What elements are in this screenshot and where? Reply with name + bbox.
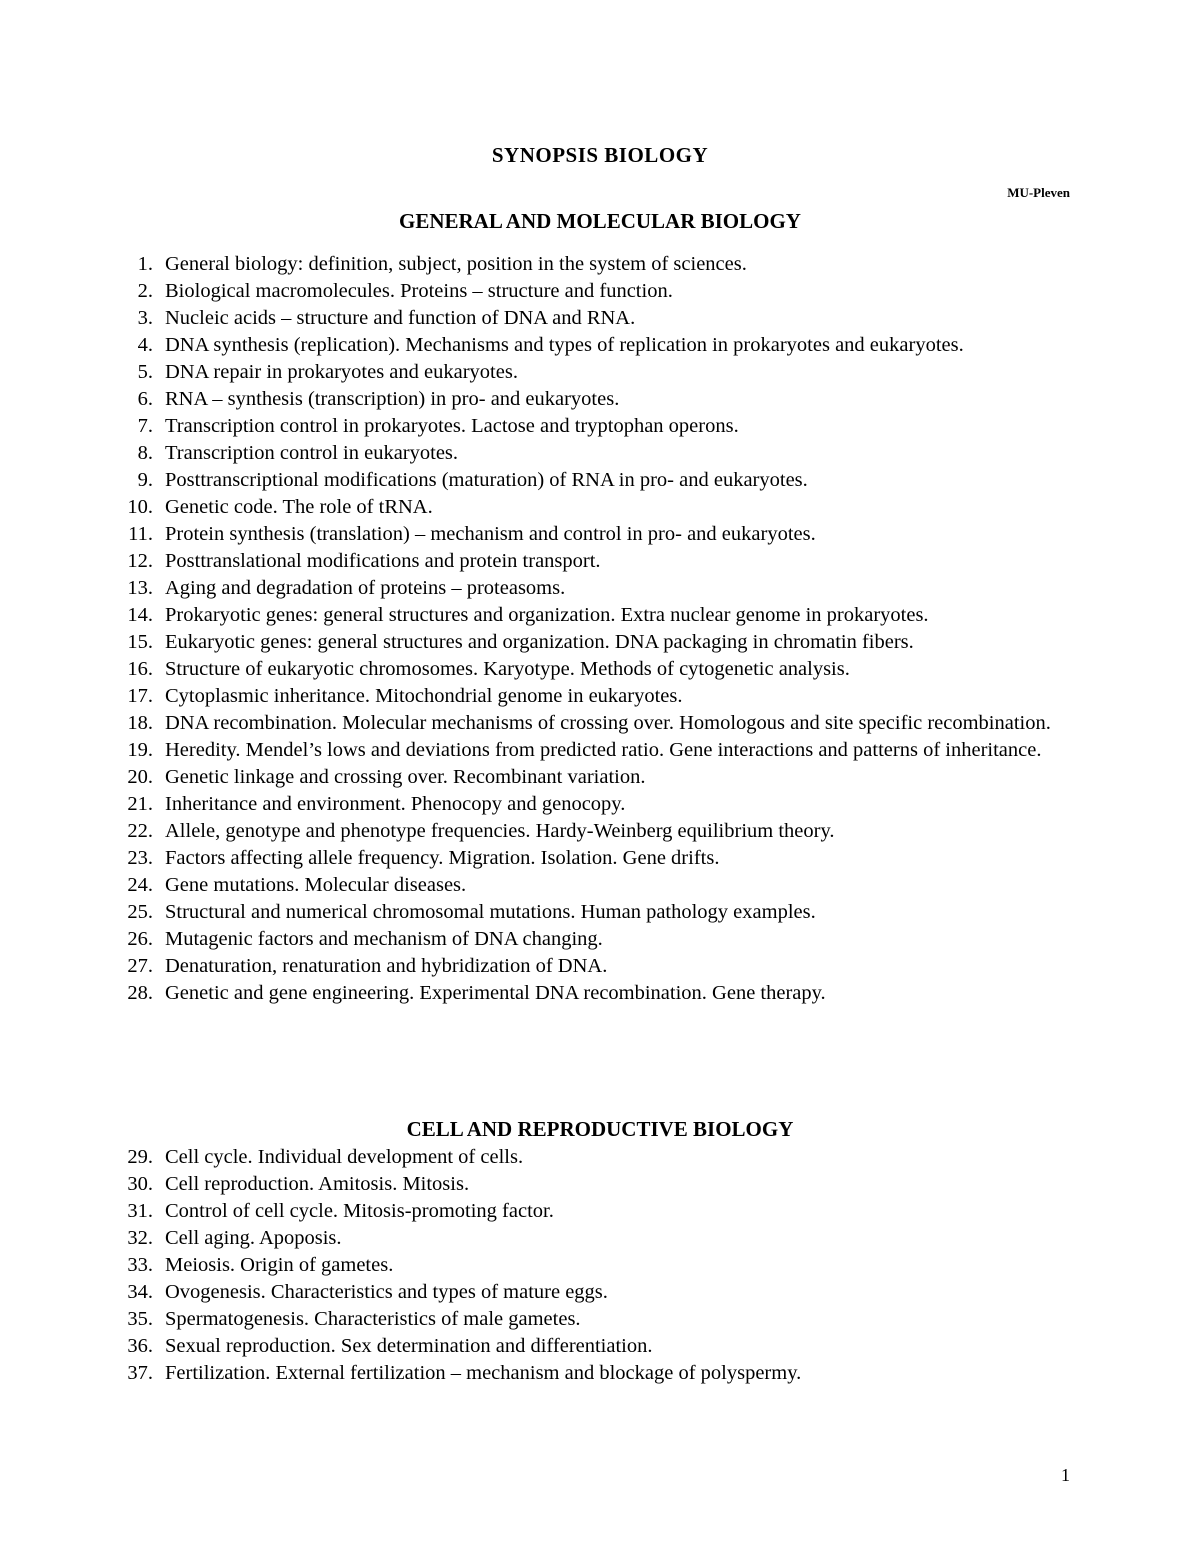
list-item-number: 19. — [127, 739, 153, 761]
list-item-number: 1. — [137, 253, 153, 275]
list-item — [0, 845, 1200, 872]
list-item — [0, 305, 1200, 332]
list-item-number: 31. — [127, 1200, 153, 1222]
list-item — [0, 926, 1200, 953]
list-item — [0, 494, 1200, 521]
list-item — [0, 1198, 1200, 1225]
list-item-text: Transcription control in prokaryotes. Lactose and tryptophan operons. — [165, 415, 739, 437]
list-item-text: Meiosis. Origin of gametes. — [165, 1254, 394, 1276]
list-item-text: Ovogenesis. Characteristics and types of mature eggs. — [165, 1281, 608, 1303]
list-item-number: 10. — [127, 496, 153, 518]
list-item-number: 2. — [137, 280, 153, 302]
section-heading-cell-reproductive: CELL AND REPRODUCTIVE BIOLOGY — [406, 1117, 794, 1141]
list-item-number: 15. — [127, 631, 153, 653]
list-item-number: 11. — [128, 523, 153, 545]
list-item — [0, 710, 1200, 737]
list-item-number: 26. — [127, 928, 153, 950]
list-item-number: 32. — [127, 1227, 153, 1249]
list-item — [0, 1225, 1200, 1252]
list-item-number: 23. — [127, 847, 153, 869]
list-item-text: Genetic and gene engineering. Experimental DNA recombination. Gene therapy. — [165, 982, 826, 1004]
list-item-number: 35. — [127, 1308, 153, 1330]
list-item-number: 37. — [127, 1362, 153, 1384]
list-item-text: Prokaryotic genes: general structures and organization. Extra nuclear genome in prokaryotes. — [165, 604, 929, 626]
list-item — [0, 953, 1200, 980]
list-item-number: 36. — [127, 1335, 153, 1357]
list-item-text: Heredity. Mendel’s lows and deviations from predicted ratio. Gene interactions and patterns of inheritance. — [165, 739, 1042, 761]
list-item-text: Cytoplasmic inheritance. Mitochondrial genome in eukaryotes. — [165, 685, 683, 707]
list-item-text: Structural and numerical chromosomal mutations. Human pathology examples. — [165, 901, 816, 923]
list-item-text: Inheritance and environment. Phenocopy and genocopy. — [165, 793, 626, 815]
list-item-text: Cell cycle. Individual development of cells. — [165, 1146, 524, 1168]
list-item — [0, 899, 1200, 926]
organization-label: MU-Pleven — [1007, 185, 1070, 200]
list-item-text: DNA synthesis (replication). Mechanisms and types of replication in prokaryotes and eukaryotes. — [165, 334, 964, 356]
list-item-text: Eukaryotic genes: general structures and organization. DNA packaging in chromatin fibers. — [165, 631, 914, 653]
list-item-number: 20. — [127, 766, 153, 788]
list-item — [0, 467, 1200, 494]
list-item-text: General biology: definition, subject, position in the system of sciences. — [165, 253, 747, 275]
list-item-text: Nucleic acids – structure and function of DNA and RNA. — [165, 307, 636, 329]
list-item-text: Mutagenic factors and mechanism of DNA changing. — [165, 928, 603, 950]
list-item-text: Structure of eukaryotic chromosomes. Karyotype. Methods of cytogenetic analysis. — [165, 658, 850, 680]
list-item-number: 34. — [127, 1281, 153, 1303]
list-item — [0, 1279, 1200, 1306]
list-item-number: 17. — [127, 685, 153, 707]
list-item — [0, 683, 1200, 710]
list-item-text: Protein synthesis (translation) – mechanism and control in pro- and eukaryotes. — [165, 523, 816, 545]
list-item — [0, 980, 1200, 1007]
list-item-number: 28. — [127, 982, 153, 1004]
list-item-number: 13. — [127, 577, 153, 599]
list-item-number: 16. — [127, 658, 153, 680]
list-item — [0, 764, 1200, 791]
list-item-number: 5. — [137, 361, 153, 383]
list-item-text: DNA recombination. Molecular mechanisms of crossing over. Homologous and site specific recombination. — [165, 712, 1051, 734]
list-item-number: 21. — [127, 793, 153, 815]
list-item-text: Biological macromolecules. Proteins – structure and function. — [165, 280, 673, 302]
list-item-text: Transcription control in eukaryotes. — [165, 442, 459, 464]
list-item-number: 14. — [127, 604, 153, 626]
list-item-text: Cell aging. Apoposis. — [165, 1227, 342, 1249]
list-item-number: 8. — [137, 442, 153, 464]
page-number: 1 — [1061, 1465, 1070, 1485]
list-item-text: Posttranscriptional modifications (maturation) of RNA in pro- and eukaryotes. — [165, 469, 808, 491]
list-item-text: Factors affecting allele frequency. Migration. Isolation. Gene drifts. — [165, 847, 720, 869]
list-item — [0, 791, 1200, 818]
list-item — [0, 1306, 1200, 1333]
list-item — [0, 1252, 1200, 1279]
list-item — [0, 1171, 1200, 1198]
list-item — [0, 872, 1200, 899]
list-item — [0, 1333, 1200, 1360]
list-item-text: Genetic code. The role of tRNA. — [165, 496, 433, 518]
list-item — [0, 278, 1200, 305]
list-item — [0, 1360, 1200, 1387]
list-item-number: 33. — [127, 1254, 153, 1276]
list-item-number: 12. — [127, 550, 153, 572]
list-item-text: DNA repair in prokaryotes and eukaryotes. — [165, 361, 518, 383]
list-item-text: Cell reproduction. Amitosis. Mitosis. — [165, 1173, 470, 1195]
list-item — [0, 251, 1200, 278]
list-item — [0, 602, 1200, 629]
list-item-number: 29. — [127, 1146, 153, 1168]
list-item — [0, 521, 1200, 548]
list-item-text: Posttranslational modifications and protein transport. — [165, 550, 601, 572]
list-item — [0, 413, 1200, 440]
list-item-number: 6. — [137, 388, 153, 410]
list-item-number: 22. — [127, 820, 153, 842]
list-item — [0, 818, 1200, 845]
list-item-text: Control of cell cycle. Mitosis-promoting factor. — [165, 1200, 554, 1222]
list-item — [0, 440, 1200, 467]
list-item — [0, 332, 1200, 359]
document-title: SYNOPSIS BIOLOGY — [491, 143, 709, 167]
list-item — [0, 386, 1200, 413]
list-item — [0, 737, 1200, 764]
topic-list-general-molecular — [0, 251, 1200, 1007]
topic-list-cell-reproductive — [0, 1144, 1200, 1387]
list-item-text: Gene mutations. Molecular diseases. — [165, 874, 467, 896]
list-item-text: Spermatogenesis. Characteristics of male gametes. — [165, 1308, 581, 1330]
list-item-text: Fertilization. External fertilization – mechanism and blockage of polyspermy. — [165, 1362, 802, 1384]
section-heading-general-molecular: GENERAL AND MOLECULAR BIOLOGY — [399, 209, 801, 233]
list-item-number: 24. — [127, 874, 153, 896]
list-item — [0, 548, 1200, 575]
list-item-text: Sexual reproduction. Sex determination and differentiation. — [165, 1335, 653, 1357]
list-item-number: 27. — [127, 955, 153, 977]
list-item-text: Denaturation, renaturation and hybridization of DNA. — [165, 955, 608, 977]
list-item-text: Genetic linkage and crossing over. Recombinant variation. — [165, 766, 646, 788]
list-item-number: 30. — [127, 1173, 153, 1195]
list-item-number: 9. — [137, 469, 153, 491]
list-item-text: Allele, genotype and phenotype frequencies. Hardy-Weinberg equilibrium theory. — [165, 820, 835, 842]
list-item — [0, 629, 1200, 656]
list-item-number: 18. — [127, 712, 153, 734]
list-item-number: 3. — [137, 307, 153, 329]
list-item-number: 4. — [137, 334, 153, 356]
list-item-number: 7. — [137, 415, 153, 437]
list-item — [0, 1144, 1200, 1171]
list-item — [0, 359, 1200, 386]
list-item-text: Aging and degradation of proteins – proteasoms. — [165, 577, 566, 599]
list-item — [0, 575, 1200, 602]
list-item-text: RNA – synthesis (transcription) in pro- and eukaryotes. — [165, 388, 620, 410]
list-item-number: 25. — [127, 901, 153, 923]
list-item — [0, 656, 1200, 683]
